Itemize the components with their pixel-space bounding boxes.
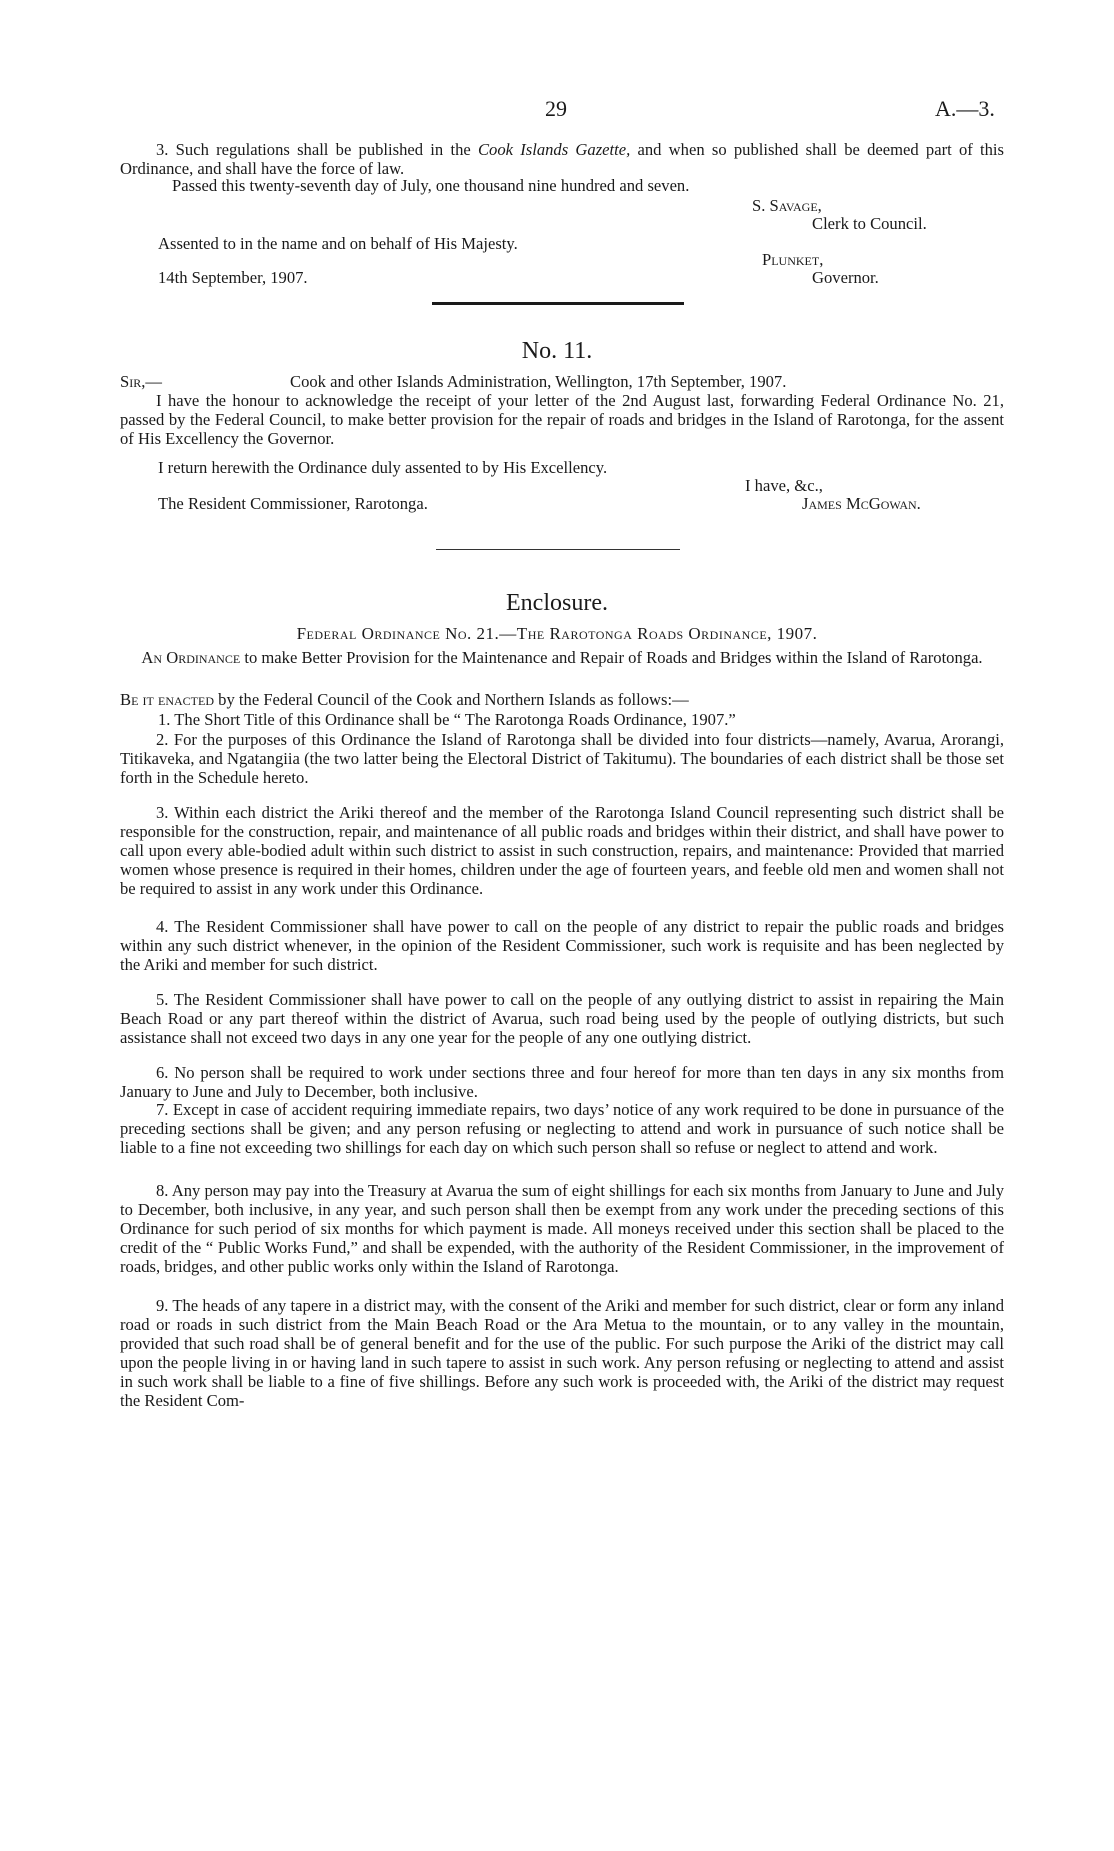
- letter-heading: No. 11.: [521, 338, 593, 364]
- governor-name: Plunket,: [762, 250, 824, 269]
- enacting-clause: [120, 690, 689, 709]
- preamble-lead: An Ordinance: [141, 648, 241, 667]
- section-divider-thin: [436, 549, 680, 550]
- dateline: Cook and other Islands Administration, Wellington, 17th September, 1907.: [290, 372, 787, 391]
- passed-line: Passed this twenty-seventh day of July, one thousand nine hundred and seven.: [172, 176, 690, 195]
- assent-date: 14th September, 1907.: [158, 268, 308, 287]
- section-divider-thick: [432, 302, 684, 305]
- section-8: 8. Any person may pay into the Treasury at Avarua the sum of eight shillings for each six months from January to June and July to December, both inclusive, in any year, and such person shall then be exempt from any work under the preceding sections of this Ordinance for such period of six months for which payment is made. All moneys received under this section shall be placed to the credit of the “ Public Works Fund,” and shall be expended, with the authority of the Resident Commissioner, in the improvement of roads, bridges, and other public works only within the Island of Rarotonga.: [120, 1181, 1004, 1276]
- ordinance-title: Federal Ordinance No. 21.—The Rarotonga Roads Ordinance, 1907.: [296, 624, 818, 643]
- section-4: 4. The Resident Commissioner shall have power to call on the people of any district to repair the public roads and bridges within any such district whenever, in the opinion of the Resident Commissioner, such work is requisite and has been neglected by the Ariki and member for such district.: [120, 917, 1004, 974]
- section-1: 1. The Short Title of this Ordinance shall be “ The Rarotonga Roads Ordinance, 1907.”: [158, 710, 736, 729]
- section-5: 5. The Resident Commissioner shall have power to call on the people of any outlying district to assist in repairing the Main Beach Road or any part thereof within the district of Avarua, such road being used by the people of outlying districts, but such assistance shall not exceed two days in any one year for the people of any one outlying district.: [120, 990, 1004, 1047]
- enclosure-heading: Enclosure.: [506, 590, 608, 616]
- assent-line: Assented to in the name and on behalf of His Majesty.: [158, 234, 518, 253]
- section-3-regulations: [120, 140, 1004, 178]
- enact-lead: Be it enacted: [120, 690, 215, 709]
- ordinance-preamble: [120, 648, 1004, 667]
- letter-sender: James McGowan.: [802, 494, 921, 513]
- section-6: 6. No person shall be required to work under sections three and four hereof for more than ten days in any six months from January to June and July to December, both inclusive.: [120, 1063, 1004, 1101]
- section-7: 7. Except in case of accident requiring immediate repairs, two days’ notice of any work required to be done in pursuance of the preceding sections shall be given; and any person refusing or neglecting to attend and work in pursuance of such notice shall be liable to a fine not exceeding two shillings for each day on which such person shall so refuse or neglect to attend and work.: [120, 1100, 1004, 1157]
- governor-title: Governor.: [812, 268, 879, 287]
- preamble-rest: to make Better Provision for the Maintenance and Repair of Roads and Bridges within the Island of Rarotonga.: [240, 648, 983, 667]
- letter-body-2: I return herewith the Ordinance duly assented to by His Excellency.: [158, 458, 608, 477]
- letter-closing: I have, &c.,: [745, 476, 823, 495]
- clerk-title: Clerk to Council.: [812, 214, 927, 233]
- gazette-title: Cook Islands Gazette,: [477, 140, 631, 159]
- para3-text-b: and when so published shall be deemed part of this Ordinance, and shall have the force of law.: [120, 140, 1004, 178]
- section-2: 2. For the purposes of this Ordinance the Island of Rarotonga shall be divided into four districts—namely, Avarua, Arorangi, Titikaveka, and Ngatangiia (the two latter being the Electoral District of Takitumu). The boundaries of each district shall be those set forth in the Schedule hereto.: [120, 730, 1004, 787]
- letter-recipient: The Resident Commissioner, Rarotonga.: [158, 494, 428, 513]
- page-number: 29: [545, 96, 567, 121]
- clerk-name: S. Savage,: [752, 196, 822, 215]
- document-reference: A.—3.: [935, 96, 995, 121]
- section-3: 3. Within each district the Ariki thereof and the member of the Rarotonga Island Council representing such district shall be responsible for the construction, repair, and maintenance of all public roads and bridges within their district, and shall have power to call upon every able-bodied adult within such district to assist in such construction, repairs, and maintenance: Provided that married women whose presence is required in their homes, children under the age of fourteen years, and feeble old men and women shall not be required to assist in any work under this Ordinance.: [120, 803, 1004, 898]
- enact-rest: by the Federal Council of the Cook and Northern Islands as follows:—: [214, 690, 689, 709]
- salutation: Sir,—: [120, 372, 162, 391]
- para3-text-a: 3. Such regulations shall be published in the: [156, 140, 478, 159]
- section-9: 9. The heads of any tapere in a district may, with the consent of the Ariki and member for such district, clear or form any inland road or roads in such district from the Main Beach Road or the Ara Metua to the mountain, or to any valley in the mountain, provided that such road shall be of general benefit and for the use of the public. For such purpose the Ariki of the district may call upon the people living in or having land in such tapere to assist in such work. Any person refusing or neglecting to attend and assist in such work shall be liable to a fine of five shillings. Before any such work is proceeded with, the Ariki of the district may request the Resident Com-: [120, 1296, 1004, 1410]
- letter-body-1: I have the honour to acknowledge the receipt of your letter of the 2nd August last, forwarding Federal Ordinance No. 21, passed by the Federal Council, to make better provision for the repair of roads and bridges in the Island of Rarotonga, for the assent of His Excellency the Governor.: [120, 391, 1004, 448]
